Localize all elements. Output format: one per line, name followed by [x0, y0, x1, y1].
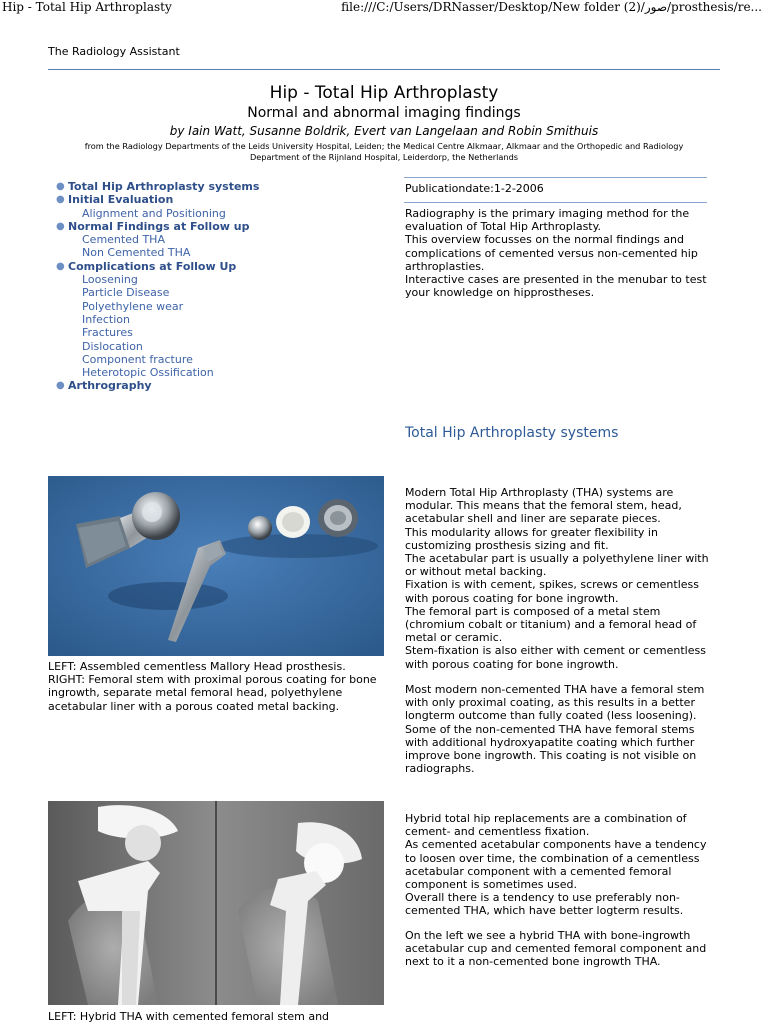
body-line: This modularity allows for greater flexibility in customizing prosthesis sizing and fit.	[405, 525, 658, 552]
prosthesis-components-image	[48, 476, 384, 656]
toc-item[interactable]	[56, 286, 376, 299]
bullet-icon: ●	[56, 194, 65, 206]
toc-item-label: Initial Evaluation	[68, 193, 174, 207]
toc-item-label: Component fracture	[82, 352, 193, 366]
toc-item[interactable]	[56, 193, 376, 206]
affiliation-line-2: Department of the Rijnland Hospital, Leiderdorp, the Netherlands	[249, 152, 519, 162]
article-header	[48, 82, 720, 163]
bullet-icon: ●	[56, 380, 65, 392]
toc-item[interactable]	[56, 260, 376, 273]
prosthesis-illustration	[48, 476, 384, 656]
toc-item[interactable]	[56, 326, 376, 339]
body-line: As cemented acetabular components have a tendency to loosen over time, the combination of a cementless acetabular component with a cemented femoral component is sometimes used.	[405, 838, 707, 892]
bullet-icon: ●	[56, 181, 65, 192]
toc-item[interactable]	[56, 340, 376, 353]
table-of-contents	[56, 180, 376, 393]
pubdate-rule-top	[404, 177, 707, 178]
body-line: Hybrid total hip replacements are a combination of cement- and cementless fixation.	[405, 812, 687, 839]
toc-item-label: Total Hip Arthroplasty systems	[68, 180, 260, 193]
toc-item[interactable]	[56, 353, 376, 366]
body-line: The acetabular part is usually a polyethylene liner with or without metal backing.	[405, 552, 709, 579]
toc-item-label: Particle Disease	[82, 286, 170, 300]
toc-item[interactable]	[56, 273, 376, 286]
toc-item-label: Dislocation	[82, 339, 143, 353]
toc-item[interactable]	[56, 313, 376, 326]
page-subtitle: Normal and abnormal imaging findings	[247, 105, 521, 121]
caption-line: LEFT: Assembled cementless Mallory Head prosthesis.	[48, 660, 346, 673]
pubdate-rule-bottom	[404, 202, 707, 203]
toc-item-label: Non Cemented THA	[82, 246, 191, 260]
section-title: Total Hip Arthroplasty systems	[405, 425, 619, 441]
toc-item[interactable]	[56, 180, 376, 193]
toc-item-label: Heterotopic Ossification	[82, 366, 214, 380]
toc-item-label: Polyethylene wear	[82, 299, 184, 313]
body-line: The femoral part is composed of a metal stem (chromium cobalt or titanium) and a femoral head of metal or ceramic.	[405, 604, 697, 645]
body-paragraph-1	[405, 486, 710, 671]
xray-illustration	[48, 801, 384, 1005]
authors: by Iain Watt, Susanne Boldrik, Evert van Langelaan and Robin Smithuis	[169, 124, 599, 138]
toc-item[interactable]	[56, 366, 376, 379]
toc-item[interactable]	[56, 207, 376, 220]
affiliation	[48, 141, 720, 163]
toc-item-label: Complications at Follow Up	[68, 259, 237, 273]
hip-xray-image	[48, 801, 384, 1005]
print-header-url: file:///C:/Users/DRNasser/Desktop/New folder (2)/صور/prosthesis/re...	[341, 0, 762, 14]
toc-item-label: Cemented THA	[82, 233, 165, 247]
intro-line: This overview focusses on the normal findings and complications of cemented versus non-cemented hip arthroplasties.	[405, 233, 698, 273]
page-title: Hip - Total Hip Arthroplasty	[269, 83, 499, 103]
caption-line: RIGHT: Femoral stem with proximal porous coating for bone ingrowth, separate metal femoral head, polyethylene acetabular liner with a porous coated metal backing.	[48, 673, 377, 713]
toc-item[interactable]	[56, 233, 376, 246]
intro-line: Radiography is the primary imaging method for the evaluation of Total Hip Arthroplasty.	[405, 207, 690, 234]
intro-line: Interactive cases are presented in the menubar to test your knowledge on hipprostheses.	[405, 273, 707, 300]
bullet-icon: ●	[56, 220, 65, 232]
header-divider	[48, 69, 720, 70]
toc-item-label: Normal Findings at Follow up	[68, 219, 250, 233]
body-line: Fixation is with cement, spikes, screws or cementless with porous coating for bone ingrowth.	[405, 578, 700, 605]
body-paragraph-2	[405, 683, 710, 775]
site-name[interactable]: The Radiology Assistant	[48, 45, 180, 58]
publication-date: Publicationdate:1-2-2006	[405, 182, 544, 195]
toc-item-label: Alignment and Positioning	[82, 206, 226, 220]
toc-item-label: Loosening	[82, 273, 138, 287]
toc-item-label: Fractures	[82, 326, 133, 340]
body-line: Modern Total Hip Arthroplasty (THA) systems are modular. This means that the femoral stem, head, acetabular shell and liner are separate pieces.	[405, 486, 682, 526]
body-line: Overall there is a tendency to use preferably non-cemented THA, which have better logterm results.	[405, 891, 684, 918]
intro-text	[405, 207, 710, 299]
body-line: On the left we see a hybrid THA with bone-ingrowth acetabular cup and cemented femoral component and next to it a non-cemented bone ingrowth THA.	[405, 929, 707, 969]
print-header	[0, 0, 768, 18]
body-line: Most modern non-cemented THA have a femoral stem with only proximal coating, as this results in a better longterm outcome than fully coated (less loosening). Some of the non-cemented THA have femoral stems with additional hydroxyapatite coating which further improve bone ingrowth. This coating is not visible on radiographs.	[405, 683, 705, 776]
body-line: Stem-fixation is also either with cement or cementless with porous coating for bone ingrowth.	[405, 644, 706, 671]
print-header-title: Hip - Total Hip Arthroplasty	[2, 0, 172, 14]
body-paragraph-3	[405, 812, 710, 918]
toc-item-label: Arthrography	[68, 379, 152, 393]
body-paragraph-4	[405, 929, 710, 969]
toc-item[interactable]	[56, 220, 376, 233]
toc-item[interactable]	[56, 379, 376, 392]
toc-item[interactable]	[56, 246, 376, 259]
toc-item[interactable]	[56, 300, 376, 313]
image-caption-2	[48, 1010, 384, 1023]
affiliation-line-1: from the Radiology Departments of the Leids University Hospital, Leiden; the Medical Centre Alkmaar, Alkmaar and the Orthopedic and Radiology	[84, 141, 684, 151]
image-caption-1	[48, 660, 384, 713]
toc-item-label: Infection	[82, 312, 130, 326]
caption-line: LEFT: Hybrid THA with cemented femoral stem and	[48, 1010, 330, 1023]
bullet-icon: ●	[56, 260, 65, 272]
